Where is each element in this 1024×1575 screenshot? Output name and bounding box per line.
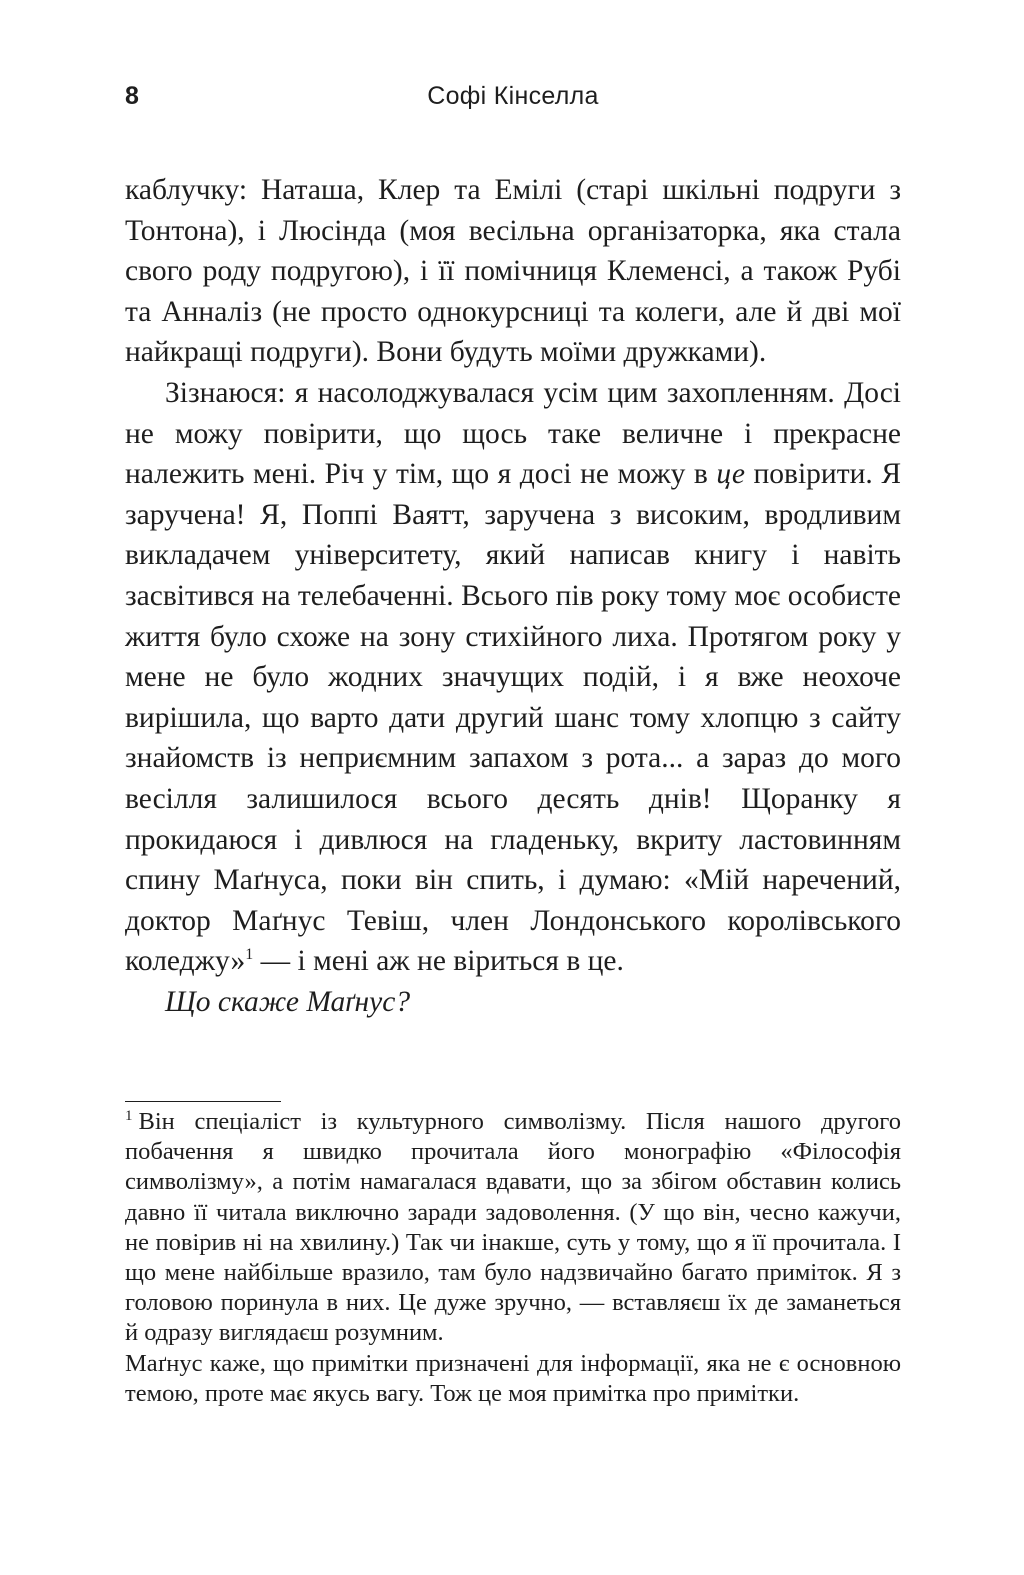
paragraph-1: каблучку: Наташа, Клер та Емілі (старі шкільні подруги з Тонтона), і Люсінда (моя весільна організаторка, яка стала свого роду подругою), і її помічниця Клеменсі, а також Рубі та Анналіз (не просто однокурсниці та колеги, але й дві мої найкращі подруги). Вони будуть моїми дружками). — [125, 174, 901, 369]
main-text — [125, 170, 901, 1022]
paragraph-2-text-b: повірити. Я заручена! Я, Поппі Ваятт, заручена з високим, вродливим викладачем університету, який написав книгу і навіть засвітився на телебаченні. Всього пів року тому моє особисте життя було схоже на зону стихійного лиха. Протягом року у мене не було жодних значущих подій, і я вже неохоче вирішила, що варто дати другий шанс тому хлопцю з сайту знайомств із неприємним запахом з рота... а зараз до мого весілля залишилося всього десять днів! Щоранку я прокидаюся і дивлюся на гладеньку, вкриту ластовинням спину Маґнуса, поки він спить, і думаю: «Мій наречений, доктор Маґнус Тевіш, член Лондонського королівського коледжу» — [125, 458, 901, 978]
footnote-1-text: Він спеціаліст із культурного символізму. Після нашого другого побачення я швидко прочитала його монографію «Філософія символізму», а потім намагалася вдавати, що за збігом обставин колись давно її читала виключно заради задоволення. (У що він, чесно кажучи, не повірив ні на хвилину.) Так чи інакше, суть у тому, що я її прочитала. І що мене найбільше вразило, там було надзвичайно багато приміток. Я з головою поринула в них. Це дуже зручно, — вставляєш їх де заманеться й одразу виглядаєш розумним. — [125, 1108, 901, 1347]
footnote-divider — [125, 1101, 281, 1102]
page-header — [125, 78, 901, 114]
paragraph-3: Що скаже Маґнус? — [165, 985, 411, 1018]
footnotes — [125, 1107, 901, 1409]
paragraph-2-emphasis: це — [716, 458, 745, 491]
running-head-author: Софі Кінселла — [427, 82, 599, 110]
footnote-1-continuation: Маґнус каже, що примітки призначені для інформації, яка не є основною темою, проте має якусь вагу. Тож це моя примітка про примітки. — [125, 1349, 901, 1407]
page-number: 8 — [125, 82, 139, 110]
paragraph-2 — [125, 373, 901, 982]
paragraph-2-text-c: — і мені аж не віриться в це. — [253, 945, 624, 978]
footnote-reference-1[interactable]: 1 — [245, 946, 254, 964]
footnote-1 — [125, 1107, 901, 1349]
footnote-1-marker: 1 — [125, 1107, 133, 1124]
paragraph-2-text-a: Зізнаюся: я насолоджувалася усім цим захопленням. Досі не можу повірити, що щось таке величне і прекрасне належить мені. Річ у тім, що я досі не можу в — [125, 376, 901, 491]
